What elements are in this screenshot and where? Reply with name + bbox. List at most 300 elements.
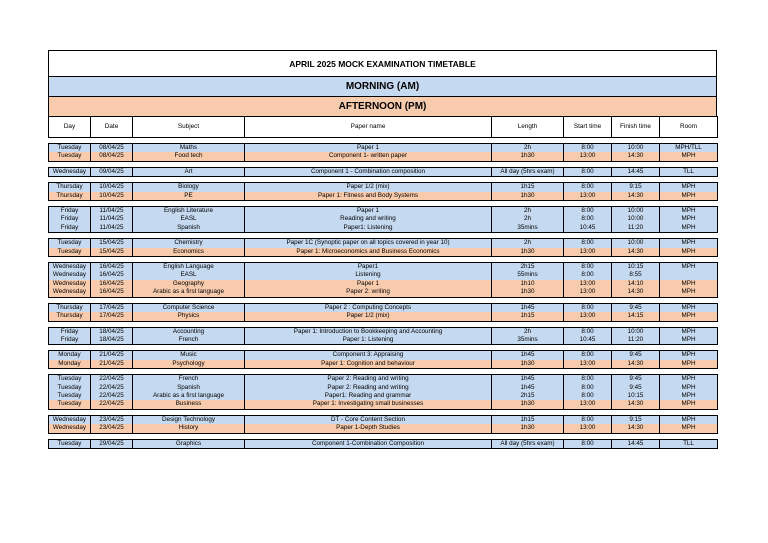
cell-line: Tuesday <box>49 144 90 152</box>
finish-time-cell <box>612 207 660 233</box>
cell-line: Paper 2 : Computing Concepts <box>245 304 491 312</box>
cell-line: 11/04/25 <box>91 215 132 223</box>
date-cell <box>91 439 133 448</box>
cell-line: Food tech <box>133 152 244 160</box>
finish-time-cell <box>612 263 660 298</box>
cell-line: History <box>133 424 244 432</box>
date-cell <box>91 375 133 410</box>
room-cell <box>660 183 718 201</box>
finish-time-cell <box>612 183 660 201</box>
length-cell <box>492 263 564 298</box>
cell-line: Component 3: Appraising <box>245 351 491 359</box>
cell-line: Paper 1 <box>245 144 491 152</box>
date-cell <box>91 239 133 257</box>
paper-name-cell <box>245 303 492 321</box>
cell-line: 8:00 <box>564 239 611 247</box>
cell-line: Component 1 - Combination composition <box>245 168 491 176</box>
cell-line: 14:30 <box>612 400 659 408</box>
cell-line: 11:20 <box>612 336 659 344</box>
subject-cell <box>133 327 245 345</box>
cell-line: Friday <box>49 207 90 215</box>
timetable-table <box>48 116 718 449</box>
cell-line: Tuesday <box>49 239 90 247</box>
cell-line: 15/04/25 <box>91 248 132 256</box>
cell-line: Arabic as a first language <box>133 288 244 296</box>
start-time-cell <box>564 144 612 162</box>
length-cell <box>492 167 564 176</box>
table-row <box>49 167 718 176</box>
cell-line: 14:45 <box>612 168 659 176</box>
cell-line: French <box>133 375 244 383</box>
cell-line: 1h45 <box>492 351 563 359</box>
length-cell <box>492 239 564 257</box>
day-cell <box>49 439 91 448</box>
cell-line: Tuesday <box>49 400 90 408</box>
start-time-cell <box>564 327 612 345</box>
cell-line: MPH <box>660 400 717 408</box>
cell-line: Spanish <box>133 384 244 392</box>
cell-line: 2h15 <box>492 263 563 271</box>
cell-line: Tuesday <box>49 152 90 160</box>
cell-line: 21/04/25 <box>91 351 132 359</box>
cell-line: EASL <box>133 271 244 279</box>
cell-line: 11/04/25 <box>91 224 132 232</box>
cell-line: 2h <box>492 239 563 247</box>
cell-line: 8:00 <box>564 271 611 279</box>
cell-line: 9:15 <box>612 416 659 424</box>
date-cell <box>91 351 133 369</box>
cell-line: 10:00 <box>612 207 659 215</box>
date-cell <box>91 415 133 433</box>
cell-line: 16/04/25 <box>91 288 132 296</box>
paper-name-cell <box>245 207 492 233</box>
finish-time-cell <box>612 351 660 369</box>
cell-line: 22/04/25 <box>91 375 132 383</box>
cell-line: French <box>133 336 244 344</box>
subject-cell <box>133 207 245 233</box>
paper-name-cell <box>245 167 492 176</box>
cell-line: 35mins <box>492 224 563 232</box>
start-time-cell <box>564 351 612 369</box>
cell-line: 14:30 <box>612 288 659 296</box>
cell-line: 10:15 <box>612 263 659 271</box>
cell-line: Paper 1: Introduction to Bookkeeping and Accounting <box>245 328 491 336</box>
cell-line: Computer Science <box>133 304 244 312</box>
finish-time-cell <box>612 415 660 433</box>
cell-line: 17/04/25 <box>91 304 132 312</box>
cell-line: 14:45 <box>612 440 659 448</box>
cell-line: Graphics <box>133 440 244 448</box>
date-cell <box>91 303 133 321</box>
cell-line: TLL <box>660 440 717 448</box>
cell-line: 8:00 <box>564 440 611 448</box>
cell-line: 1h30 <box>492 400 563 408</box>
cell-line: 23/04/25 <box>91 424 132 432</box>
cell-line: 8:00 <box>564 384 611 392</box>
cell-line: 10:15 <box>612 392 659 400</box>
cell-line: Paper 1-Depth Studies <box>245 424 491 432</box>
cell-line: Paper 1/2 (mix) <box>245 183 491 191</box>
subject-cell <box>133 351 245 369</box>
paper-name-cell <box>245 439 492 448</box>
cell-line: Paper 1C (Synoptic paper on all topics covered in year 10) <box>245 239 491 247</box>
cell-line: All day (5hrs exam) <box>492 440 563 448</box>
cell-line: 14:30 <box>612 424 659 432</box>
cell-line: 10:00 <box>612 328 659 336</box>
length-cell <box>492 439 564 448</box>
length-cell <box>492 375 564 410</box>
cell-line: Wednesday <box>49 416 90 424</box>
cell-line: MPH <box>660 207 717 215</box>
cell-line: 8:00 <box>564 375 611 383</box>
cell-line: 9:45 <box>612 351 659 359</box>
cell-line: 8:00 <box>564 416 611 424</box>
cell-line: 14:30 <box>612 248 659 256</box>
cell-line: Tuesday <box>49 392 90 400</box>
cell-line: 9:45 <box>612 384 659 392</box>
cell-line: 1h15 <box>492 312 563 320</box>
cell-line: Component 1- written paper <box>245 152 491 160</box>
cell-line: MPH <box>660 384 717 392</box>
cell-line: MPH <box>660 312 717 320</box>
cell-line: Wednesday <box>49 424 90 432</box>
cell-line: 9:45 <box>612 375 659 383</box>
cell-line: 10/04/25 <box>91 183 132 191</box>
cell-line: 13:00 <box>564 280 611 288</box>
cell-line: Business <box>133 400 244 408</box>
cell-line: Paper 1: Listening <box>245 336 491 344</box>
cell-line: 8:55 <box>612 271 659 279</box>
day-cell <box>49 415 91 433</box>
cell-line: MPH <box>660 288 717 296</box>
paper-name-cell <box>245 239 492 257</box>
cell-line: 8:00 <box>564 304 611 312</box>
cell-line: Economics <box>133 248 244 256</box>
cell-line: MPH <box>660 336 717 344</box>
cell-line: English Language <box>133 263 244 271</box>
cell-line: MPH <box>660 360 717 368</box>
subject-cell <box>133 303 245 321</box>
cell-line: Tuesday <box>49 248 90 256</box>
cell-line: Tuesday <box>49 375 90 383</box>
cell-line: 10:45 <box>564 224 611 232</box>
cell-line: 35mins <box>492 336 563 344</box>
cell-line: Psychology <box>133 360 244 368</box>
room-cell <box>660 439 718 448</box>
cell-line: DT - Core Content Section <box>245 416 491 424</box>
cell-line: 1h45 <box>492 375 563 383</box>
start-time-cell <box>564 303 612 321</box>
cell-line: Paper 2: Reading and writing <box>245 384 491 392</box>
cell-line: Paper 1: Microeconomics and Business Economics <box>245 248 491 256</box>
cell-line: 8:00 <box>564 215 611 223</box>
length-cell <box>492 303 564 321</box>
cell-line: Friday <box>49 215 90 223</box>
cell-line: MPH <box>660 351 717 359</box>
column-header: Date <box>91 117 133 138</box>
cell-line: 13:00 <box>564 288 611 296</box>
cell-line: MPH <box>660 215 717 223</box>
paper-name-cell <box>245 375 492 410</box>
start-time-cell <box>564 207 612 233</box>
table-row <box>49 303 718 321</box>
subject-cell <box>133 144 245 162</box>
cell-line: EASL <box>133 215 244 223</box>
cell-line: 55mins <box>492 271 563 279</box>
cell-line: 1h30 <box>492 424 563 432</box>
cell-line: 10/04/25 <box>91 192 132 200</box>
day-cell <box>49 303 91 321</box>
length-cell <box>492 327 564 345</box>
date-cell <box>91 183 133 201</box>
cell-line: 8:00 <box>564 328 611 336</box>
cell-line: MPH <box>660 280 717 288</box>
paper-name-cell <box>245 351 492 369</box>
cell-line: 1h30 <box>492 288 563 296</box>
cell-line: Wednesday <box>49 168 90 176</box>
cell-line: 13:00 <box>564 152 611 160</box>
cell-line: Paper1: Listening <box>245 224 491 232</box>
cell-line: 1h30 <box>492 192 563 200</box>
cell-line: 2h <box>492 328 563 336</box>
cell-line: Paper 2: writing <box>245 288 491 296</box>
table-row <box>49 263 718 298</box>
cell-line: 18/04/25 <box>91 328 132 336</box>
room-cell <box>660 375 718 410</box>
room-cell <box>660 351 718 369</box>
start-time-cell <box>564 439 612 448</box>
cell-line: 1h15 <box>492 183 563 191</box>
cell-line: Monday <box>49 360 90 368</box>
finish-time-cell <box>612 375 660 410</box>
date-cell <box>91 327 133 345</box>
cell-line: Thursday <box>49 183 90 191</box>
column-header: Subject <box>133 117 245 138</box>
paper-name-cell <box>245 144 492 162</box>
cell-line: Spanish <box>133 224 244 232</box>
cell-line: 13:00 <box>564 248 611 256</box>
cell-line: Reading and writing <box>245 215 491 223</box>
cell-line: 2h15 <box>492 392 563 400</box>
day-cell <box>49 239 91 257</box>
room-cell <box>660 303 718 321</box>
paper-name-cell <box>245 183 492 201</box>
room-cell <box>660 327 718 345</box>
cell-line: Wednesday <box>49 280 90 288</box>
cell-line: MPH <box>660 152 717 160</box>
length-cell <box>492 207 564 233</box>
cell-line: Paper 1: Cognition and behaviour <box>245 360 491 368</box>
cell-line: 11:20 <box>612 224 659 232</box>
cell-line: PE <box>133 192 244 200</box>
cell-line: 14:30 <box>612 152 659 160</box>
cell-line: 09/04/25 <box>91 168 132 176</box>
table-row <box>49 439 718 448</box>
cell-line: MPH <box>660 328 717 336</box>
cell-line: 22/04/25 <box>91 392 132 400</box>
date-cell <box>91 144 133 162</box>
cell-line: 13:00 <box>564 424 611 432</box>
date-cell <box>91 167 133 176</box>
room-cell <box>660 239 718 257</box>
column-header: Paper name <box>245 117 492 138</box>
cell-line: 2h <box>492 207 563 215</box>
cell-line: Maths <box>133 144 244 152</box>
cell-line: Friday <box>49 224 90 232</box>
cell-line: Friday <box>49 328 90 336</box>
cell-line: 8:00 <box>564 207 611 215</box>
subject-cell <box>133 239 245 257</box>
finish-time-cell <box>612 327 660 345</box>
cell-line: 17/04/25 <box>91 312 132 320</box>
cell-line: Tuesday <box>49 440 90 448</box>
cell-line: 08/04/25 <box>91 152 132 160</box>
day-cell <box>49 263 91 298</box>
cell-line: MPH <box>660 424 717 432</box>
cell-line: Paper 1 <box>245 207 491 215</box>
cell-line: 2h <box>492 144 563 152</box>
cell-line: Paper 2: Reading and writing <box>245 375 491 383</box>
cell-line: Paper 1 <box>245 280 491 288</box>
day-cell <box>49 183 91 201</box>
cell-line: 14:30 <box>612 360 659 368</box>
cell-line: Wednesday <box>49 271 90 279</box>
cell-line: Biology <box>133 183 244 191</box>
table-row <box>49 415 718 433</box>
cell-line: 8:00 <box>564 263 611 271</box>
cell-line: Accounting <box>133 328 244 336</box>
cell-line: Listening <box>245 271 491 279</box>
header-row <box>49 117 718 138</box>
cell-line: 10:00 <box>612 239 659 247</box>
cell-line: 8:00 <box>564 168 611 176</box>
start-time-cell <box>564 375 612 410</box>
paper-name-cell <box>245 327 492 345</box>
cell-line: Wednesday <box>49 288 90 296</box>
cell-line: 11/04/25 <box>91 207 132 215</box>
length-cell <box>492 144 564 162</box>
finish-time-cell <box>612 144 660 162</box>
cell-line: MPH <box>660 248 717 256</box>
cell-line: Paper 1: Investigating small businesses <box>245 400 491 408</box>
cell-line: TLL <box>660 168 717 176</box>
start-time-cell <box>564 167 612 176</box>
timetable-title: APRIL 2025 MOCK EXAMINATION TIMETABLE <box>48 50 717 76</box>
subject-cell <box>133 183 245 201</box>
cell-line: 8:00 <box>564 144 611 152</box>
cell-line: 22/04/25 <box>91 400 132 408</box>
cell-line: 1h15 <box>492 416 563 424</box>
cell-line: MPH <box>660 375 717 383</box>
finish-time-cell <box>612 439 660 448</box>
cell-line: 1h30 <box>492 360 563 368</box>
cell-line: MPH <box>660 263 717 271</box>
cell-line: Chemistry <box>133 239 244 247</box>
day-cell <box>49 207 91 233</box>
cell-line: MPH <box>660 239 717 247</box>
finish-time-cell <box>612 239 660 257</box>
column-header: Room <box>660 117 718 138</box>
length-cell <box>492 183 564 201</box>
cell-line: 14:15 <box>612 312 659 320</box>
cell-line: 10:45 <box>564 336 611 344</box>
subject-cell <box>133 263 245 298</box>
cell-line: Thursday <box>49 304 90 312</box>
cell-line: MPH <box>660 224 717 232</box>
cell-line: Paper 1: Fitness and Body Systems <box>245 192 491 200</box>
cell-line: MPH <box>660 183 717 191</box>
cell-line: Thursday <box>49 312 90 320</box>
table-row <box>49 183 718 201</box>
column-header: Finish time <box>612 117 660 138</box>
cell-line: MPH <box>660 304 717 312</box>
cell-line: 13:00 <box>564 312 611 320</box>
cell-line: 1h45 <box>492 384 563 392</box>
cell-line: Paper1 <box>245 263 491 271</box>
cell-line: 23/04/25 <box>91 416 132 424</box>
table-row <box>49 239 718 257</box>
cell-line: 16/04/25 <box>91 280 132 288</box>
start-time-cell <box>564 415 612 433</box>
timetable-body <box>49 117 718 449</box>
cell-line: 8:00 <box>564 351 611 359</box>
start-time-cell <box>564 239 612 257</box>
cell-line: 9:15 <box>612 183 659 191</box>
cell-line: Design Technology <box>133 416 244 424</box>
cell-line: MPH <box>660 392 717 400</box>
cell-line: 14:30 <box>612 192 659 200</box>
cell-line: Physics <box>133 312 244 320</box>
cell-line: 13:00 <box>564 192 611 200</box>
room-cell <box>660 167 718 176</box>
cell-line: 18/04/25 <box>91 336 132 344</box>
length-cell <box>492 351 564 369</box>
cell-line: 13:00 <box>564 400 611 408</box>
subject-cell <box>133 439 245 448</box>
cell-line: 1h30 <box>492 248 563 256</box>
cell-line: 08/04/25 <box>91 144 132 152</box>
cell-line: MPH/TLL <box>660 144 717 152</box>
room-cell <box>660 144 718 162</box>
paper-name-cell <box>245 263 492 298</box>
day-cell <box>49 327 91 345</box>
cell-line: Arabic as a first language <box>133 392 244 400</box>
column-header: Start time <box>564 117 612 138</box>
cell-line: All day (5hrs exam) <box>492 168 563 176</box>
cell-line: 21/04/25 <box>91 360 132 368</box>
table-row <box>49 327 718 345</box>
subject-cell <box>133 167 245 176</box>
date-cell <box>91 263 133 298</box>
subject-cell <box>133 375 245 410</box>
room-cell <box>660 263 718 298</box>
cell-line: Geography <box>133 280 244 288</box>
length-cell <box>492 415 564 433</box>
cell-line: 1h45 <box>492 304 563 312</box>
subject-cell <box>133 415 245 433</box>
cell-line: 9:45 <box>612 304 659 312</box>
day-cell <box>49 351 91 369</box>
cell-line: Music <box>133 351 244 359</box>
cell-line: MPH <box>660 192 717 200</box>
cell-line: Monday <box>49 351 90 359</box>
cell-line: Wednesday <box>49 263 90 271</box>
room-cell <box>660 207 718 233</box>
legend-morning: MORNING (AM) <box>48 76 717 96</box>
cell-line: 8:00 <box>564 392 611 400</box>
paper-name-cell <box>245 415 492 433</box>
column-header: Day <box>49 117 91 138</box>
